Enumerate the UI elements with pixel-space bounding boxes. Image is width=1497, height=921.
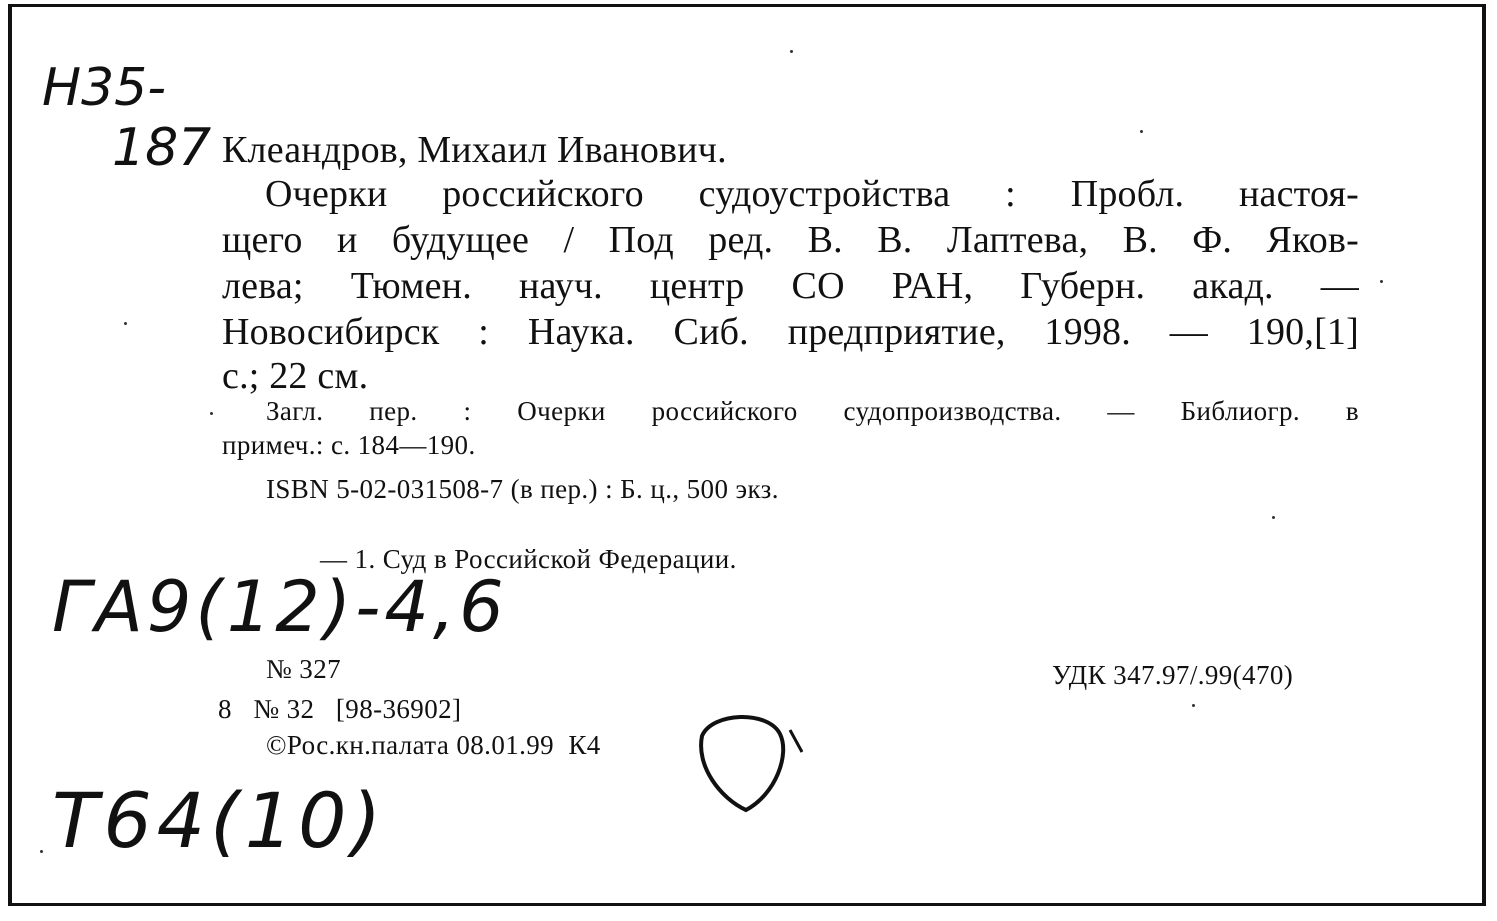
- author-heading: Клеандров, Михаил Иванович.: [222, 129, 727, 171]
- notes-line-2: примеч.: с. 184—190.: [222, 430, 476, 460]
- shelf-mark-line2: 187: [112, 118, 212, 178]
- handwritten-classification-1: ГА9(12)-4,6: [52, 566, 508, 648]
- speck: [1140, 130, 1143, 133]
- speck: [210, 412, 213, 415]
- speck: [1192, 704, 1195, 707]
- speck: [40, 850, 43, 853]
- card-number: № 327: [266, 654, 342, 684]
- speck: [1272, 516, 1275, 519]
- title-line-1: Очерки российского судоустройства : Пробл. настоя-: [265, 173, 1359, 215]
- isbn-line: ISBN 5-02-031508-7 (в пер.) : Б. ц., 500 экз.: [266, 474, 779, 504]
- shelf-mark-line1: Н35-: [42, 58, 167, 118]
- title-line-3: лева; Тюмен. науч. центр СО РАН, Губерн. акад. —: [222, 265, 1359, 307]
- handwritten-classification-2: Т64(10): [52, 776, 387, 865]
- title-line-4: Новосибирск : Наука. Сиб. предприятие, 1998. — 190,[1]: [222, 311, 1359, 353]
- notes-line-1: Загл. пер. : Очерки российского судопроизводства. — Библиогр. в: [266, 396, 1359, 426]
- udk-code: УДК 347.97/.99(470): [1052, 660, 1294, 690]
- subject-heading: — 1. Суд в Российской Федерации.: [320, 544, 737, 574]
- title-line-2: щего и будущее / Под ред. В. В. Лаптева, В. Ф. Яков-: [222, 219, 1359, 261]
- speck: [1380, 280, 1383, 283]
- registry-number: 8 № 32 [98-36902]: [218, 694, 462, 724]
- copyright-line: ©Рос.кн.палата 08.01.99 К4: [266, 730, 601, 760]
- oval-drawing: [690, 706, 810, 826]
- title-line-5: с.; 22 см.: [222, 355, 369, 397]
- speck: [790, 50, 793, 53]
- speck: [124, 322, 127, 325]
